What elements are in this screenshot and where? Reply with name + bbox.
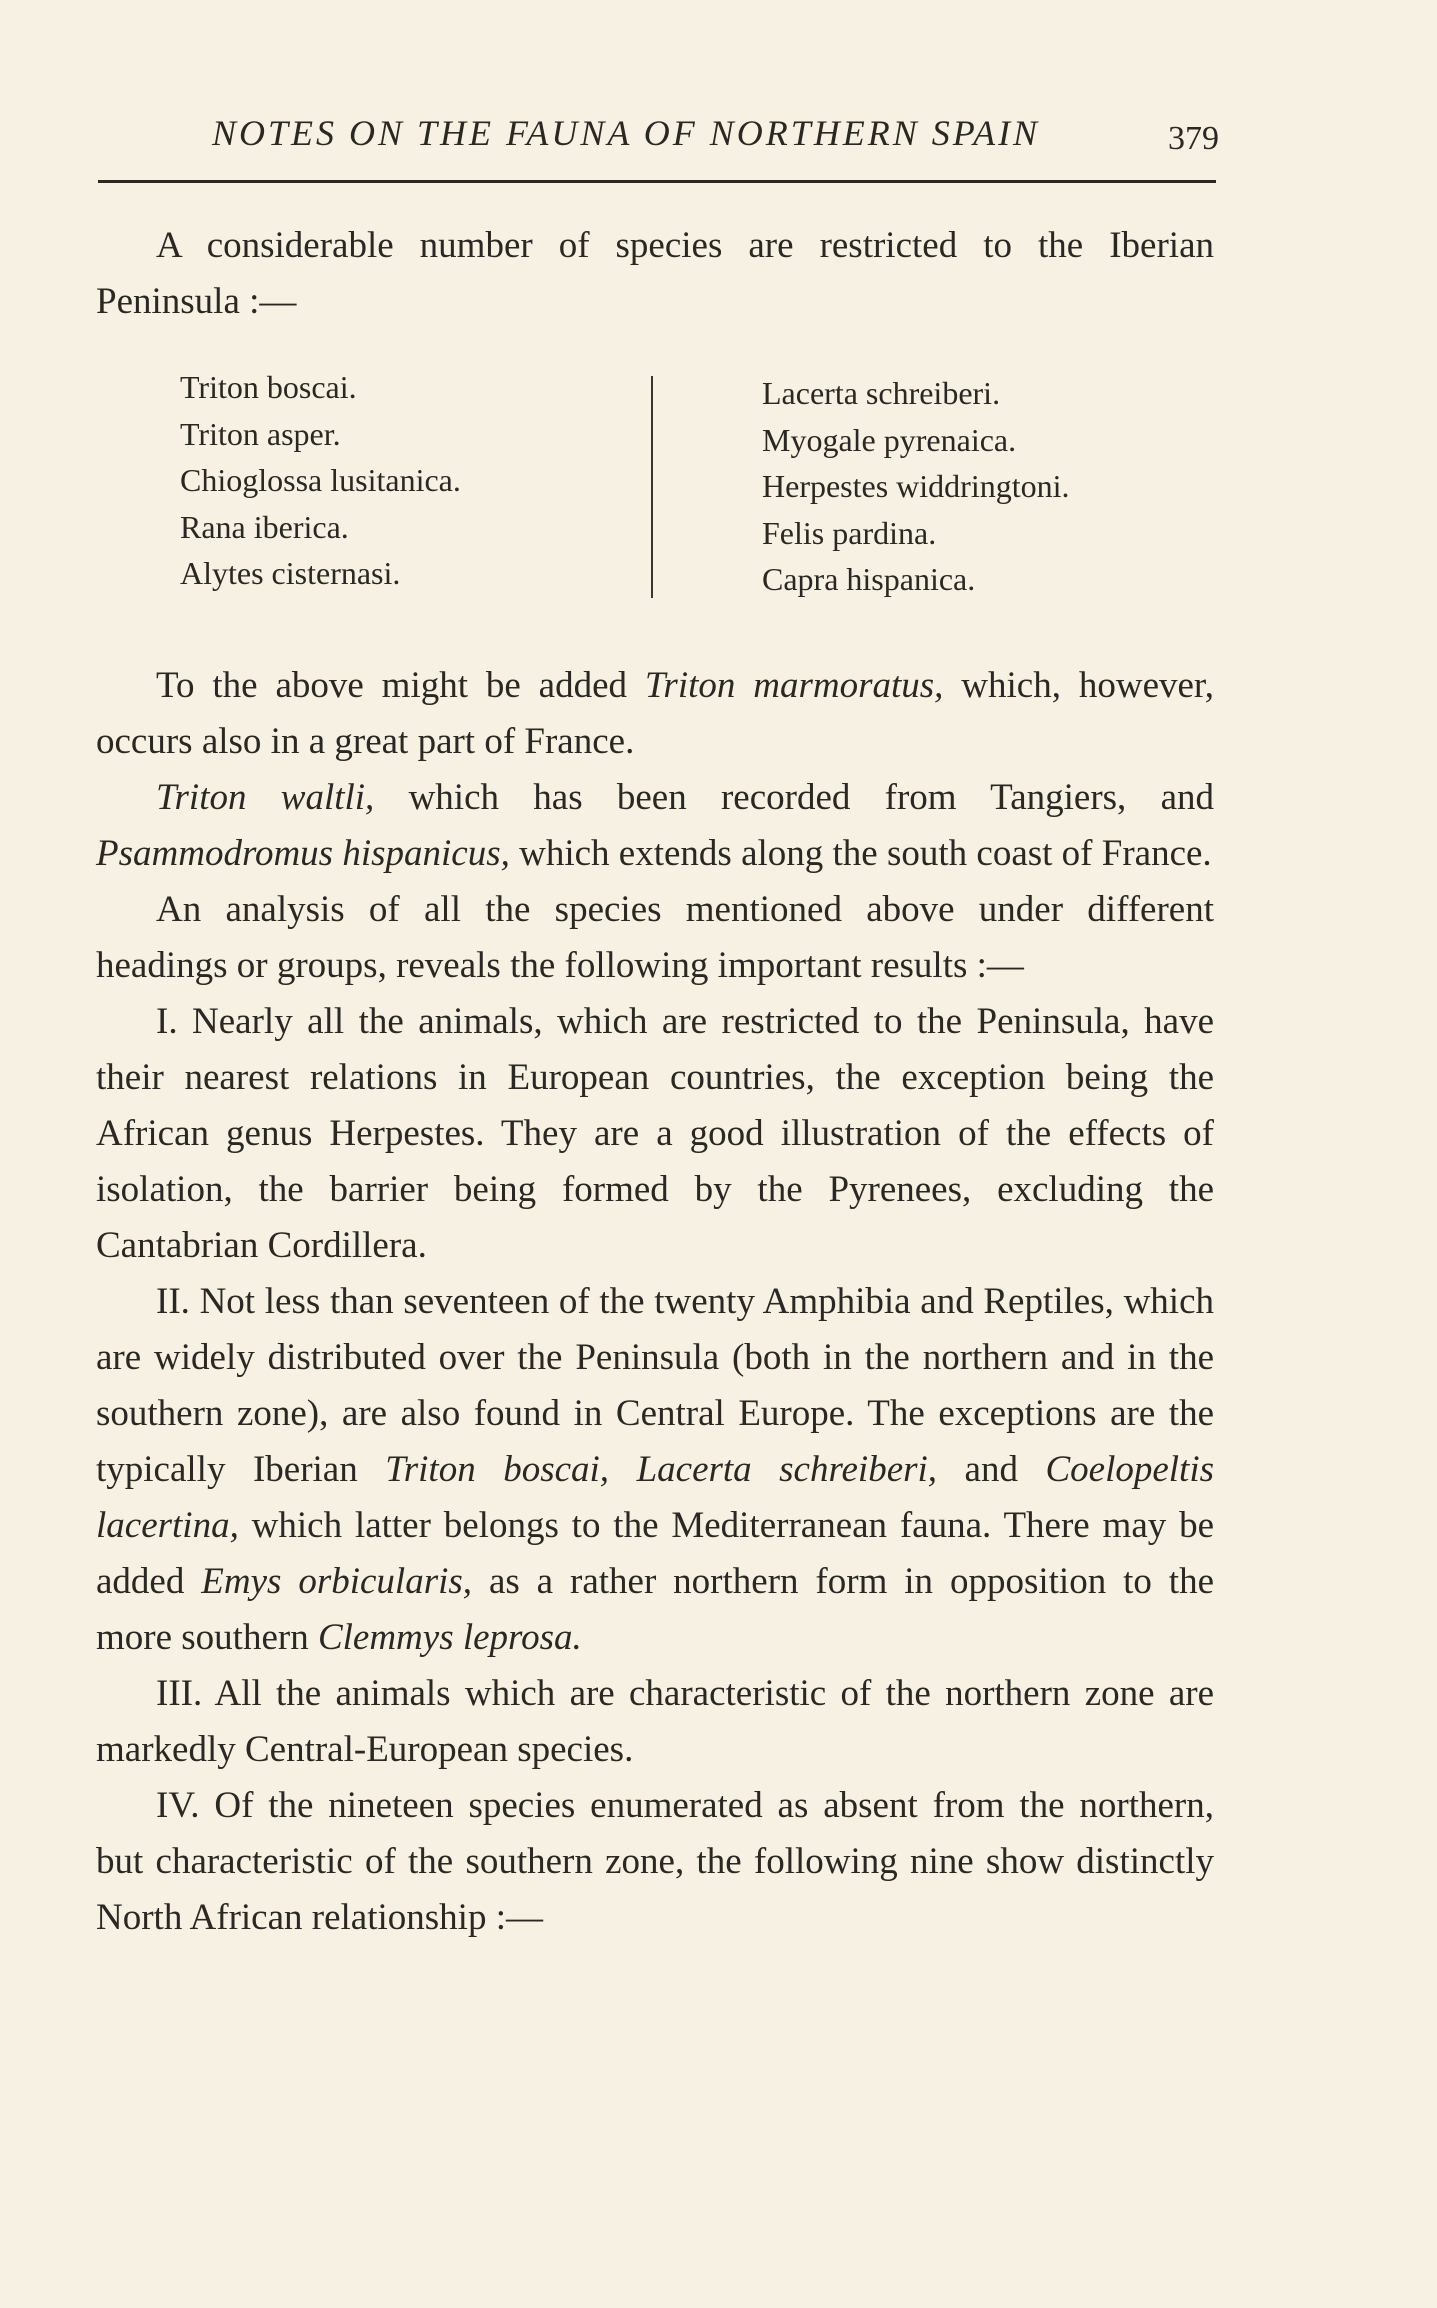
text-run: To the above might be added bbox=[156, 665, 645, 706]
species-name: Triton boscai, bbox=[385, 1449, 610, 1490]
list-item: Herpestes widdringtoni. bbox=[762, 468, 1070, 504]
paragraph-result-4 bbox=[96, 1778, 1214, 1946]
species-name: Triton marmoratus, bbox=[644, 665, 944, 706]
list-item: Chioglossa lusitanica. bbox=[180, 462, 461, 498]
text-run: An analysis of all the species mentioned above under different headings or groups, reveals the following important results :— bbox=[96, 889, 1214, 986]
paragraph-result-1 bbox=[96, 994, 1214, 1274]
text-run: II. Not less than seventeen of the twenty Amphibia and Reptiles, which are widely distributed over the Peninsula (both in the northern and in the southern zone), are also found in Central Europe. The exceptions are the typically Iberian bbox=[96, 1281, 1214, 1490]
page-number: 379 bbox=[1168, 120, 1219, 157]
list-item: Triton boscai. bbox=[180, 369, 357, 405]
text-run: as a rather northern form in opposition to the more southern bbox=[96, 1561, 1214, 1658]
text-run: which latter belongs to the Mediterranean fauna. There may be added bbox=[96, 1505, 1214, 1602]
body-text bbox=[96, 658, 1214, 1946]
running-head: NOTES ON THE FAUNA OF NORTHERN SPAIN bbox=[212, 113, 1041, 153]
species-name: Triton waltli, bbox=[156, 777, 375, 818]
species-name: Emys orbicularis, bbox=[201, 1561, 473, 1602]
paragraph-marmoratus bbox=[96, 658, 1214, 770]
text-run: which extends along the south coast of France. bbox=[509, 833, 1212, 874]
text-run: which has been recorded from Tangiers, and bbox=[374, 777, 1214, 818]
text-run: which, however, occurs also in a great part of France. bbox=[96, 665, 1215, 762]
text-run: III. All the animals which are characteristic of the northern zone are markedly Central-European species. bbox=[96, 1673, 1214, 1770]
intro-paragraph bbox=[96, 218, 1214, 330]
list-item: Felis pardina. bbox=[762, 514, 937, 551]
intro-text: A considerable number of species are restricted to the Iberian Peninsula :— bbox=[96, 225, 1214, 322]
list-item: Alytes cisternasi. bbox=[180, 555, 401, 591]
species-list-left bbox=[180, 364, 461, 597]
text-run: and bbox=[937, 1449, 1046, 1490]
list-item: Triton asper. bbox=[180, 415, 341, 452]
text-run: I. Nearly all the animals, which are restricted to the Peninsula, have their nearest relations in European countries, the exception being the African genus Herpestes. They are a good illustration of the effects of isolation, the barrier being formed by the Pyrenees, excluding the Cantabrian Cordillera. bbox=[96, 1001, 1214, 1266]
paragraph-waltli bbox=[96, 770, 1214, 882]
header-rule bbox=[98, 180, 1216, 183]
list-column-divider bbox=[651, 376, 653, 598]
list-item: Rana iberica. bbox=[180, 508, 349, 545]
species-list-right bbox=[762, 370, 1070, 603]
paragraph-result-2 bbox=[96, 1274, 1214, 1666]
list-item: Myogale pyrenaica. bbox=[762, 421, 1017, 458]
species-name: Coelopeltis lacertina, bbox=[96, 1449, 1215, 1546]
text-run: IV. Of the nineteen species enumerated as absent from the northern, but characteristic of the southern zone, the following nine show distinctly North African relationship :— bbox=[96, 1785, 1214, 1938]
species-name: Clemmys leprosa. bbox=[317, 1617, 582, 1658]
species-name: Psammodromus hispanicus, bbox=[96, 833, 510, 874]
paragraph-analysis bbox=[96, 882, 1214, 994]
species-name: Lacerta schreiberi, bbox=[636, 1449, 938, 1490]
list-item: Capra hispanica. bbox=[762, 561, 976, 597]
text-run bbox=[609, 1449, 637, 1490]
list-item: Lacerta schreiberi. bbox=[762, 375, 1001, 411]
paragraph-result-3 bbox=[96, 1666, 1214, 1778]
